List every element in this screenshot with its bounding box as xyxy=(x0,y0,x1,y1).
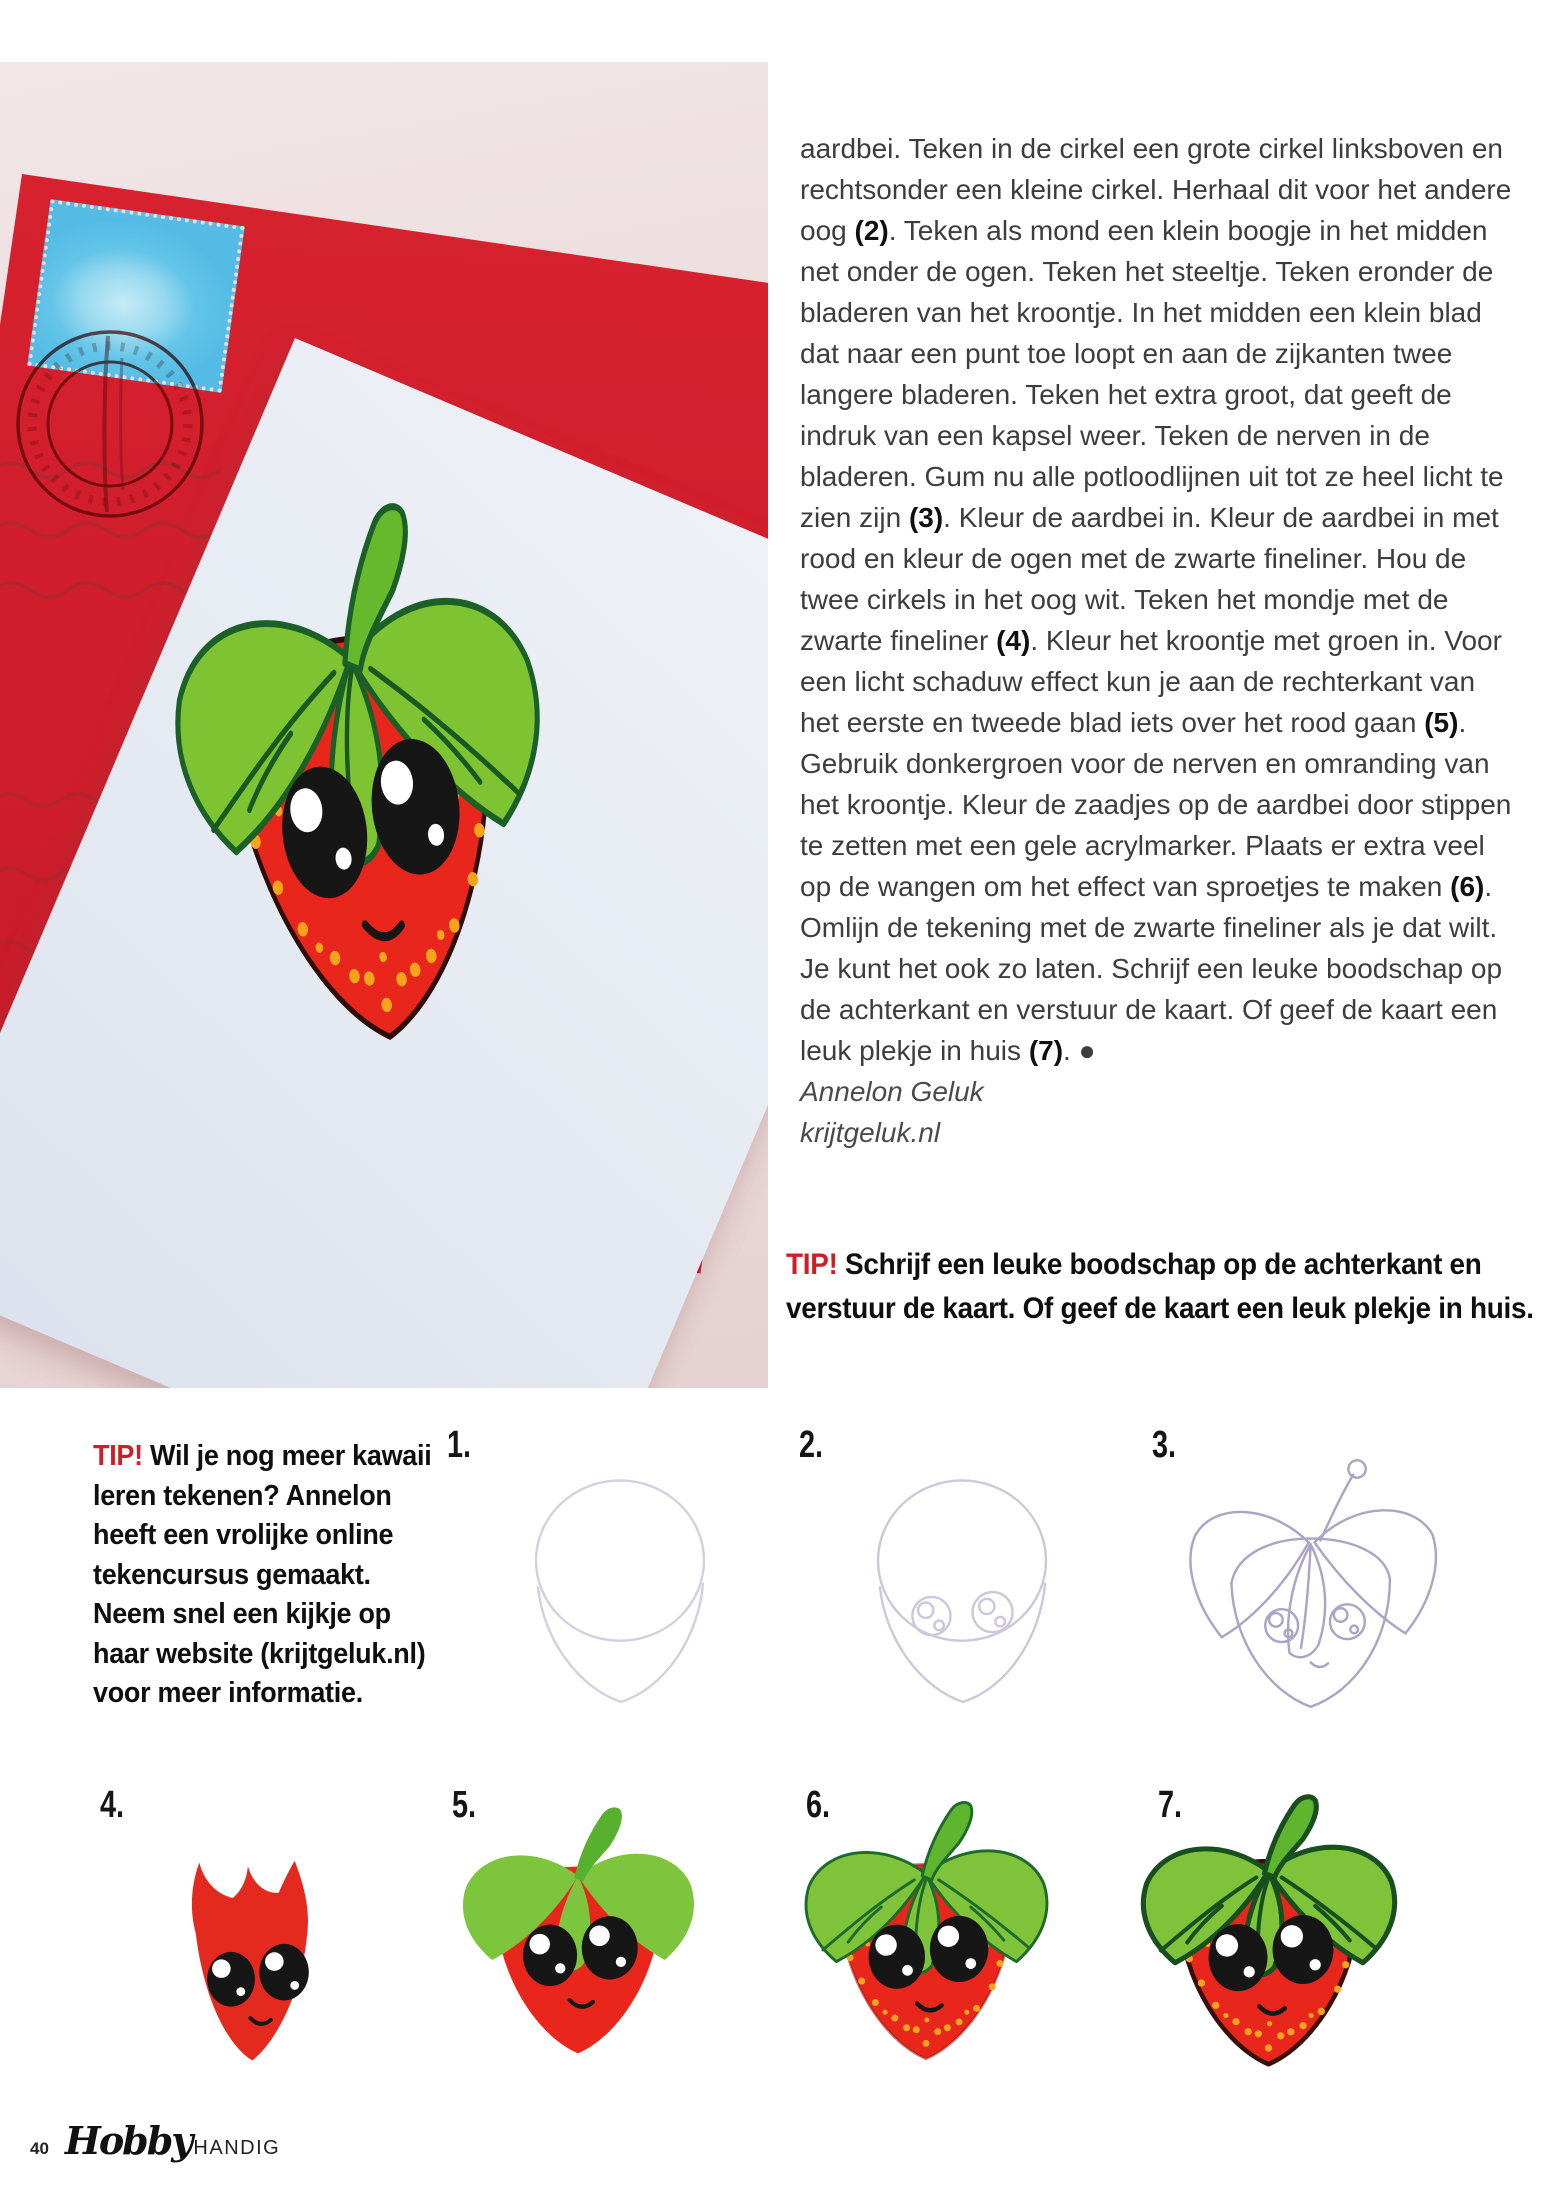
magazine-logo-script: Hobby xyxy=(64,2118,192,2163)
step-2-number: 2. xyxy=(799,1424,824,1466)
step-2-sketch xyxy=(812,1448,1112,1720)
tip-left-label: TIP! xyxy=(93,1440,143,1472)
step-7-final-outlined xyxy=(1116,1780,1421,2115)
article-paragraph: aardbei. Teken in de cirkel een grote cirkel linksboven en rechtsonder een kleine cirkel. Herhaal dit voor het andere oog (2). Teken als mond een klein boogje in het midden net onder de ogen. Teken het steeltje. Teken eronder de bladeren van het kroontje. In het midden een klein blad dat naar een punt toe loopt en aan de zijkanten twee langere bladeren. Teken het extra groot, dat geeft de indruk van een kapsel weer. Teken de nerven in de bladeren. Gum nu alle potloodlijnen uit tot ze heel licht te zien zijn (3). Kleur de aardbei in. Kleur de aardbei in met rood en kleur de ogen met de zwarte fineliner. Hou de twee cirkels in het oog wit. Teken het mondje met de zwarte fineliner (4). Kleur het kroontje met groen in. Voor een licht schaduw effect kun je aan de rechterkant van het eerste en tweede blad iets over het rood gaan (5). Gebruik donkergroen voor de nerven en omranding van het kroontje. Kleur de zaadjes op de aardbei door stippen te zetten met een gele acrylmarker. Plaats er extra veel op de wangen om het effect van sproetjes te maken (6). Omlijn de tekening met de zwarte fineliner als je dat wilt. Je kunt het ook zo laten. Schrijf een leuke boodschap op de achterkant en verstuur de kaart. Of geef de kaart een leuk plekje in huis (7). ● xyxy=(800,133,1512,1066)
photo-strawberry-card xyxy=(0,62,768,1388)
step-3-number: 3. xyxy=(1152,1424,1177,1466)
step-5-colored-crown xyxy=(438,1792,718,2100)
tip-right xyxy=(786,1243,1539,1331)
footer xyxy=(30,2118,280,2163)
tip-left xyxy=(93,1437,439,1714)
tip-right-label: TIP! xyxy=(786,1248,838,1281)
step-4-colored-body xyxy=(118,1820,383,2112)
kawaii-strawberry-drawing xyxy=(115,457,618,1159)
step-1-number: 1. xyxy=(447,1424,472,1466)
step-5-number: 5. xyxy=(452,1784,477,1826)
step-1-sketch xyxy=(470,1448,770,1720)
article-body xyxy=(800,128,1512,1153)
credit-author: Annelon Geluk xyxy=(800,1076,984,1107)
magazine-logo-caps: HANDIG xyxy=(193,2137,281,2159)
page-number: 40 xyxy=(30,2139,49,2158)
credit-website: krijtgeluk.nl xyxy=(800,1117,941,1148)
step-4-number: 4. xyxy=(100,1784,125,1826)
step-7-number: 7. xyxy=(1158,1784,1183,1826)
step-3-sketch xyxy=(1148,1440,1483,1730)
tip-left-text: Wil je nog meer kawaii leren tekenen? Annelon heeft een vrolijke online tekencursus gemaakt. Neem snel een kijkje op haar website (krijtgeluk.nl) voor meer informatie. xyxy=(93,1440,432,1709)
step-6-number: 6. xyxy=(806,1784,831,1826)
tip-right-text: Schrijf een leuke boodschap op de achterkant en verstuur de kaart. Of geef de kaart een leuk plekje in huis. xyxy=(786,1248,1534,1325)
step-6-colored-details xyxy=(780,1786,1072,2108)
